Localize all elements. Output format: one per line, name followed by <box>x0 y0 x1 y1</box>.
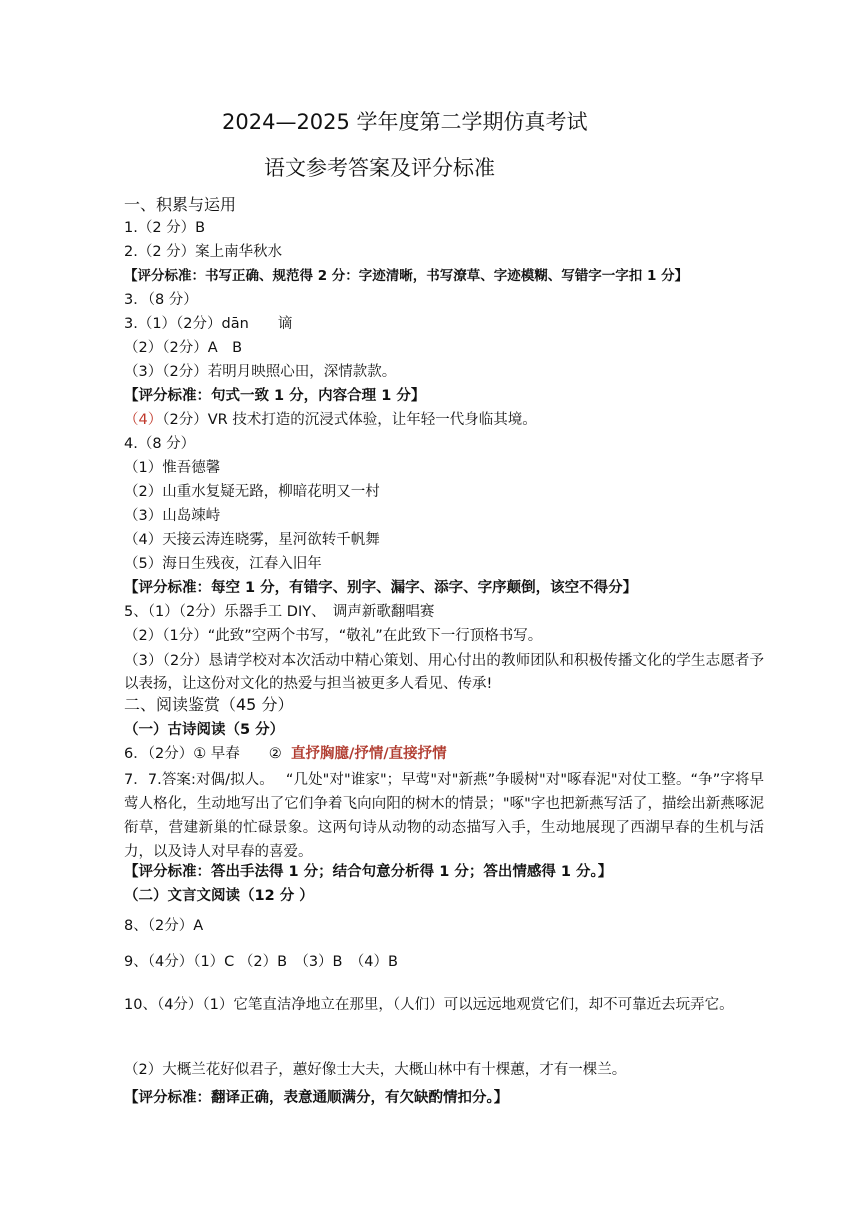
document-subtitle: 语文参考答案及评分标准 <box>264 156 495 180</box>
answer-q5-1: 5、（1）（2分）乐器手工 DIY、 调声新歌翻唱赛 <box>124 604 435 620</box>
answer-q8: 8、（2分）A <box>124 918 204 934</box>
answer-q1: 1.（2 分）B <box>124 220 206 236</box>
section-heading-2: 二、阅读鉴赏（45 分） <box>124 695 294 714</box>
answer-q4: 4.（8 分） <box>124 436 196 452</box>
scoring-standard-q2: 【评分标准：书写正确、规范得 2 分：字迹清晰，书写潦草、字迹模糊、写错字一字扣 1 分】 <box>124 268 689 284</box>
document-title: 2024—2025 学年度第二学期仿真考试 <box>222 110 588 134</box>
answer-q3-3: （3）（2分）若明月映照心田，深情款款。 <box>124 364 397 380</box>
answer-q6-part2: 直抒胸臆/抒情/直接抒情 <box>291 746 447 762</box>
answer-q3-4-text: （2分）VR 技术打造的沉浸式体验，让年轻一代身临其境。 <box>162 412 537 428</box>
answer-q7: 7．7.答案:对偶/拟人。 “几处"对"谁家"；早莺"对"新燕”争暖树"对"啄春泥"对仗工整。“争”字将早莺人格化，生动地写出了它们争着飞向向阳的树木的情景；"啄"字也把新燕写活了，描绘出新燕啄泥衔草，营建新巢的忙碌景象。这两句诗从动物的动态描写入手，生动地展现了西湖早春的生机与活力，以及诗人对早春的喜爱。 <box>124 772 764 860</box>
subsection-poem-reading: （一）古诗阅读（5 分） <box>124 722 285 738</box>
answer-q4-2: （2）山重水复疑无路，柳暗花明又一村 <box>124 484 380 500</box>
answer-q4-3: （3）山岛竦峙 <box>124 508 221 524</box>
section-heading-1: 一、积累与运用 <box>124 195 237 214</box>
scoring-standard-q7: 【评分标准：答出手法得 1 分；结合句意分析得 1 分；答出情感得 1 分。】 <box>124 864 613 880</box>
answer-q10-2: （2）大概兰花好似君子，蕙好像士大夫，大概山林中有十棵蕙，才有一棵兰。 <box>124 1062 627 1078</box>
answer-q3: 3．（8 分） <box>124 292 198 308</box>
answer-q9: 9、（4分）（1）C （2）B （3）B （4）B <box>124 954 398 970</box>
answer-q4-5: （5）海日生残夜，江春入旧年 <box>124 556 322 572</box>
scoring-standard-q10: 【评分标准：翻译正确，表意通顺满分，有欠缺酌情扣分。】 <box>124 1090 509 1106</box>
answer-q3-4 <box>124 410 537 430</box>
answer-q5-3: （3）（2分）恳请学校对本次活动中精心策划、用心付出的教师团队和积极传播文化的学生志愿者予以表扬，让这份对文化的热爱与担当被更多人看见、传承! <box>124 653 764 692</box>
scoring-standard-q3: 【评分标准：句式一致 1 分，内容合理 1 分】 <box>124 388 426 404</box>
scoring-standard-q4: 【评分标准：每空 1 分，有错字、别字、漏字、添字、字序颠倒，该空不得分】 <box>124 580 638 596</box>
answer-q5-2: （2）（1分）“此致”空两个书写，“敬礼”在此致下一行顶格书写。 <box>124 628 543 644</box>
answer-q3-2: （2）（2分）A B <box>124 340 243 356</box>
answer-q4-1: （1）惟吾德馨 <box>124 460 221 476</box>
answer-q6-part1: 6．（2分）① 早春 ② <box>124 746 282 762</box>
answer-q3-4-number: （4） <box>124 412 163 428</box>
answer-q10-1: 10、（4分）（1）它笔直洁净地立在那里，（人们）可以远远地观赏它们，却不可靠近去玩弄它。 <box>124 997 734 1013</box>
answer-q4-4: （4）天接云涛连晓雾，星河欲转千帆舞 <box>124 532 380 548</box>
subsection-classical-chinese: （二）文言文阅读（12 分 ） <box>124 888 314 904</box>
answer-q3-1: 3.（1）（2分）dān 谪 <box>124 316 293 332</box>
answer-q6 <box>124 744 447 764</box>
answer-q2: 2.（2 分）案上南华秋水 <box>124 244 283 260</box>
